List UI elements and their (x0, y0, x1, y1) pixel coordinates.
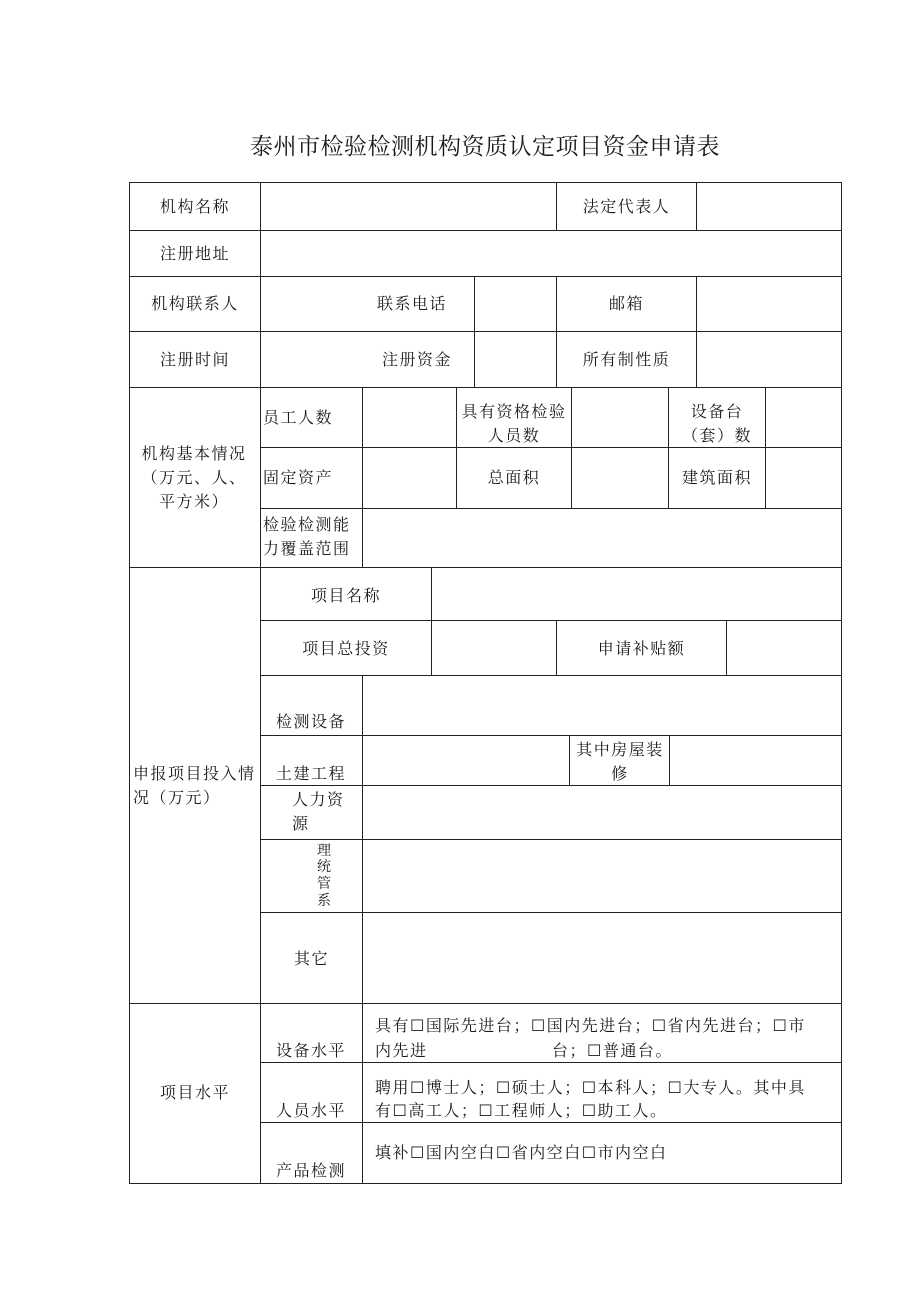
reg-capital-label: 注册资金 (382, 350, 453, 369)
mgmt-label-char-2: 统 (317, 859, 331, 875)
building-area-field[interactable] (767, 449, 840, 507)
total-investment-field[interactable] (433, 622, 555, 674)
test-equipment-field[interactable] (364, 677, 840, 734)
other-label: 其它 (293, 949, 329, 968)
org-name-field[interactable] (262, 184, 555, 229)
equipment-level-text-2b: 台；☐普通台。 (552, 1041, 673, 1060)
staff-level-text-1: 聘用☐博士人；☐硕士人；☐本科人；☐大专人。其中具 (375, 1078, 806, 1097)
staff-count-field[interactable] (364, 389, 455, 446)
coverage-label: 检验检测能力覆盖范围 (263, 515, 351, 558)
subsidy-label: 申请补贴额 (597, 639, 686, 658)
civil-works-field[interactable] (364, 737, 568, 784)
total-area-label: 总面积 (487, 468, 541, 487)
test-equipment-label: 检测设备 (276, 712, 347, 731)
reg-time-field[interactable] (262, 333, 372, 386)
page-title: 泰州市检验检测机构资质认定项目资金申请表 (250, 134, 720, 160)
reg-time-label: 注册时间 (159, 350, 230, 369)
qualified-staff-field[interactable] (573, 389, 667, 446)
management-system-field[interactable] (364, 841, 840, 911)
mgmt-label-char-3: 管 (317, 876, 331, 892)
equipment-level-label: 设备水平 (276, 1041, 347, 1060)
ownership-field[interactable] (698, 333, 840, 386)
legal-rep-label: 法定代表人 (582, 197, 671, 216)
mgmt-label-char-1: 理 (317, 843, 331, 859)
staff-level-text-2: 有☐高工人；☐工程师人；☐助工人。 (375, 1101, 668, 1120)
total-area-field[interactable] (573, 449, 667, 507)
project-name-field[interactable] (433, 569, 840, 619)
phone-label: 联系电话 (377, 294, 448, 313)
staff-level-label: 人员水平 (276, 1101, 347, 1120)
equipment-level-text-2a: 内先进 (375, 1041, 428, 1060)
fixed-assets-label: 固定资产 (263, 468, 334, 487)
reg-capital-field[interactable] (476, 333, 555, 386)
renovation-label: 其中房屋装修 (576, 740, 664, 783)
mgmt-label-char-4: 系 (317, 893, 331, 909)
other-field[interactable] (364, 914, 840, 1002)
legal-rep-field[interactable] (698, 184, 840, 229)
qualified-staff-label: 具有资格检验人员数 (461, 402, 567, 445)
human-resources-label: 人力资源 (292, 790, 345, 833)
staff-count-label: 员工人数 (263, 408, 334, 427)
address-field[interactable] (262, 232, 840, 275)
product-testing-text: 填补☐国内空白☐省内空白☐市内空白 (375, 1143, 668, 1162)
project-section-label: 申报项目投入情况（万元） (133, 764, 256, 807)
contact-person-label: 机构联系人 (151, 294, 239, 313)
equipment-level-text-1: 具有☐国际先进台；☐国内先进台；☐省内先进台；☐市 (375, 1016, 806, 1035)
civil-works-label: 土建工程 (276, 764, 347, 783)
equipment-count-label: 设备台（套）数 (681, 402, 752, 445)
equipment-count-field[interactable] (767, 389, 840, 446)
total-investment-label: 项目总投资 (302, 639, 390, 658)
email-field[interactable] (698, 278, 840, 330)
coverage-field[interactable] (364, 510, 840, 566)
phone-field[interactable] (476, 278, 555, 330)
contact-person-field[interactable] (262, 278, 372, 330)
org-name-label: 机构名称 (159, 197, 230, 216)
email-label: 邮箱 (608, 294, 644, 313)
project-level-label: 项目水平 (159, 1083, 230, 1102)
ownership-label: 所有制性质 (582, 350, 671, 369)
subsidy-field[interactable] (728, 622, 840, 674)
project-name-label: 项目名称 (310, 586, 381, 605)
product-testing-label: 产品检测 (276, 1161, 347, 1180)
basic-info-section-label: 机构基本情况（万元、人、平方米） (141, 444, 247, 511)
human-resources-field[interactable] (364, 787, 840, 838)
fixed-assets-field[interactable] (364, 449, 455, 507)
building-area-label: 建筑面积 (681, 468, 752, 487)
address-label: 注册地址 (159, 244, 230, 263)
renovation-field[interactable] (671, 737, 840, 784)
